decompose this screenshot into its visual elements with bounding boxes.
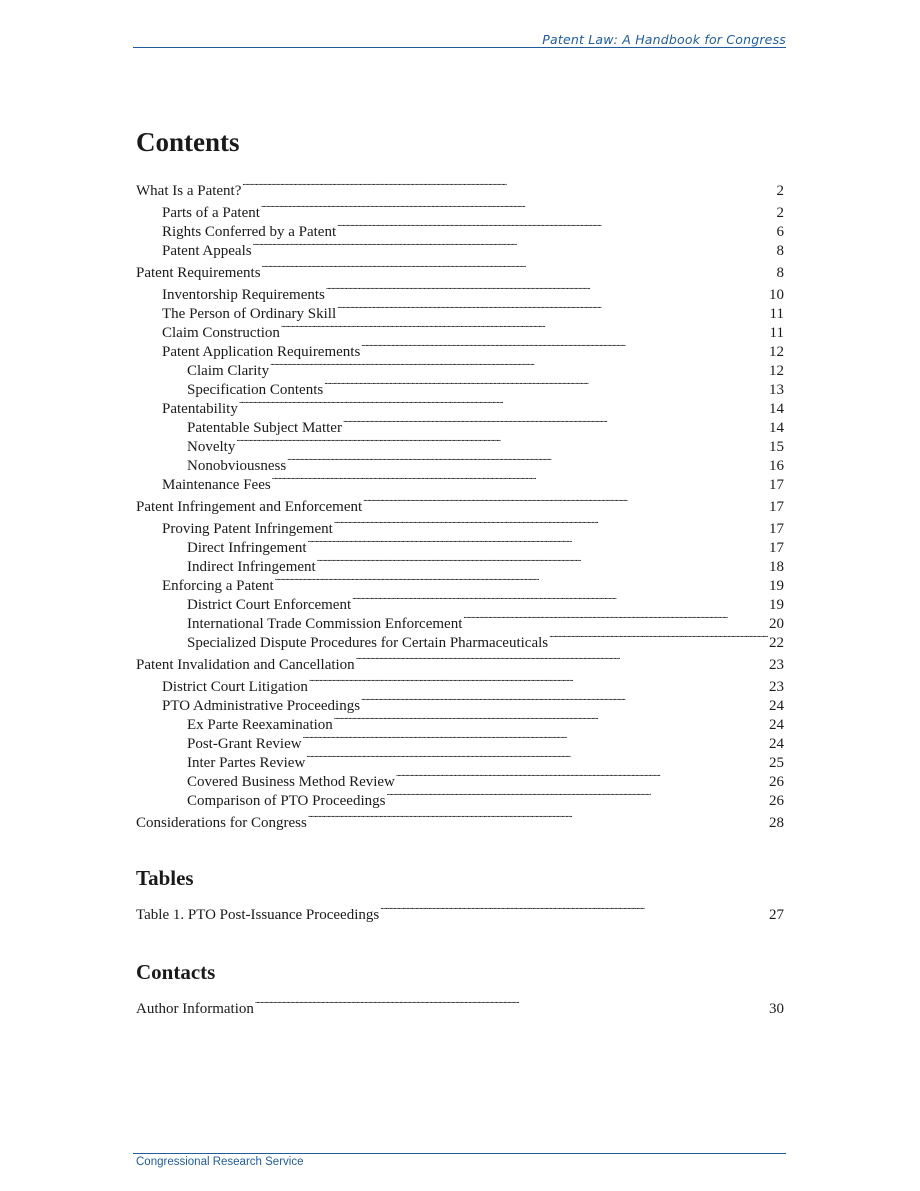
toc-entry-title: Considerations for Congress <box>136 815 307 831</box>
toc-entry-page: 19 <box>769 597 784 613</box>
toc-entry-page: 26 <box>769 793 784 809</box>
dot-leader <box>261 198 773 217</box>
toc-entry-title: PTO Administrative Proceedings <box>162 698 361 714</box>
dot-leader <box>281 318 769 337</box>
contents-heading: Contents <box>136 127 240 157</box>
dot-leader <box>287 451 768 470</box>
toc-entry-page: 12 <box>769 344 784 360</box>
toc-entry-title: Ex Parte Reexamination <box>187 717 333 733</box>
dot-leader <box>352 590 768 609</box>
contents-list <box>136 176 784 831</box>
toc-entry-page: 23 <box>769 657 784 673</box>
dot-leader <box>309 672 768 691</box>
dot-leader <box>363 492 768 511</box>
toc-entry-page: 13 <box>769 382 784 398</box>
toc-entry[interactable] <box>136 994 784 1017</box>
toc-entry-page: 27 <box>769 907 784 923</box>
toc-entry-page: 20 <box>769 616 784 632</box>
toc-entry-page: 15 <box>769 439 784 455</box>
dot-leader <box>253 236 773 255</box>
toc-entry-page: 16 <box>769 458 784 474</box>
dot-leader <box>275 571 768 590</box>
contacts-list <box>136 994 784 1017</box>
contacts-heading: Contacts <box>136 960 216 984</box>
tables-heading: Tables <box>136 866 194 890</box>
toc-entry-page: 2 <box>776 205 784 221</box>
dot-leader <box>270 356 768 375</box>
dot-leader <box>396 767 768 786</box>
document-body <box>136 126 784 1017</box>
toc-entry-page: 17 <box>769 521 784 537</box>
dot-leader <box>361 691 768 710</box>
toc-entry-title: Patent Appeals <box>162 243 252 259</box>
toc-entry-page: 17 <box>769 540 784 556</box>
toc-entry-page: 12 <box>769 363 784 379</box>
toc-entry-title: Enforcing a Patent <box>162 578 274 594</box>
dot-leader <box>549 628 768 647</box>
running-header: Patent Law: A Handbook for Congress <box>542 32 786 47</box>
dot-leader <box>343 413 768 432</box>
toc-entry-page: 18 <box>769 559 784 575</box>
toc-entry-page: 6 <box>776 224 784 240</box>
dot-leader <box>239 394 768 413</box>
toc-entry-page: 19 <box>769 578 784 594</box>
toc-entry-title: Patentable Subject Matter <box>187 420 342 436</box>
dot-leader <box>262 258 773 277</box>
toc-entry-page: 11 <box>769 325 784 341</box>
dot-leader <box>242 176 773 195</box>
toc-entry-title: Maintenance Fees <box>162 477 271 493</box>
toc-entry-title: Patent Invalidation and Cancellation <box>136 657 355 673</box>
toc-entry-title: Comparison of PTO Proceedings <box>187 793 386 809</box>
toc-entry-page: 22 <box>769 635 784 651</box>
toc-entry-page: 14 <box>769 401 784 417</box>
toc-entry-title: Indirect Infringement <box>187 559 316 575</box>
header-rule <box>133 47 786 48</box>
toc-entry-title: Patent Requirements <box>136 265 261 281</box>
dot-leader <box>255 994 768 1013</box>
toc-entry-page: 30 <box>769 1001 784 1017</box>
toc-entry-title: Patentability <box>162 401 238 417</box>
toc-entry-page: 28 <box>769 815 784 831</box>
toc-entry-title: Patent Infringement and Enforcement <box>136 499 363 515</box>
toc-entry-title: International Trade Commission Enforcement <box>187 616 463 632</box>
dot-leader <box>337 299 768 318</box>
dot-leader <box>380 900 768 919</box>
dot-leader <box>308 533 768 552</box>
toc-entry-title: Claim Construction <box>162 325 280 341</box>
dot-leader <box>334 710 768 729</box>
toc-entry-page: 26 <box>769 774 784 790</box>
toc-entry-title: Inter Partes Review <box>187 755 306 771</box>
toc-entry-title: Inventorship Requirements <box>162 287 325 303</box>
dot-leader <box>317 552 768 571</box>
dot-leader <box>236 432 768 451</box>
toc-entry[interactable] <box>136 900 784 923</box>
toc-entry-title: Novelty <box>187 439 236 455</box>
dot-leader <box>324 375 768 394</box>
toc-entry-title: Specification Contents <box>187 382 324 398</box>
toc-entry-title: Claim Clarity <box>187 363 270 379</box>
toc-entry-page: 24 <box>769 698 784 714</box>
toc-entry-title: The Person of Ordinary Skill <box>162 306 337 322</box>
dot-leader <box>308 808 768 827</box>
toc-entry-page: 14 <box>769 420 784 436</box>
toc-entry-page: 24 <box>769 717 784 733</box>
toc-entry-title: Proving Patent Infringement <box>162 521 333 537</box>
dot-leader <box>463 609 768 628</box>
toc-entry-title: Author Information <box>136 1001 254 1017</box>
toc-entry-title: Parts of a Patent <box>162 205 260 221</box>
toc-entry-title: Rights Conferred by a Patent <box>162 224 337 240</box>
toc-entry-page: 2 <box>776 183 784 199</box>
dot-leader <box>337 217 773 236</box>
toc-entry-page: 24 <box>769 736 784 752</box>
toc-entry-title: Specialized Dispute Procedures for Certain Pharmaceuticals <box>187 635 549 651</box>
dot-leader <box>361 337 768 356</box>
dot-leader <box>386 786 768 805</box>
toc-entry[interactable] <box>136 176 784 199</box>
footer-text: Congressional Research Service <box>136 1156 304 1168</box>
footer-rule <box>133 1153 786 1154</box>
tables-list <box>136 900 784 923</box>
toc-entry-page: 23 <box>769 679 784 695</box>
toc-entry-title: Table 1. PTO Post-Issuance Proceedings <box>136 907 380 923</box>
toc-entry-page: 17 <box>769 499 784 515</box>
toc-entry-page: 17 <box>769 477 784 493</box>
toc-entry-title: District Court Litigation <box>162 679 308 695</box>
toc-entry-title: Nonobviousness <box>187 458 287 474</box>
toc-entry-title: Covered Business Method Review <box>187 774 395 790</box>
toc-entry-page: 10 <box>769 287 784 303</box>
dot-leader <box>334 514 768 533</box>
dot-leader <box>272 470 768 489</box>
toc-entry-page: 11 <box>769 306 784 322</box>
dot-leader <box>306 748 768 767</box>
dot-leader <box>303 729 768 748</box>
dot-leader <box>326 280 768 299</box>
toc-entry-page: 8 <box>776 265 784 281</box>
toc-entry-title: Patent Application Requirements <box>162 344 361 360</box>
toc-entry-page: 25 <box>769 755 784 771</box>
toc-entry-title: Direct Infringement <box>187 540 307 556</box>
toc-entry-title: District Court Enforcement <box>187 597 352 613</box>
toc-entry-page: 8 <box>776 243 784 259</box>
toc-entry-title: Post-Grant Review <box>187 736 302 752</box>
toc-entry-title: What Is a Patent? <box>136 183 242 199</box>
dot-leader <box>356 650 768 669</box>
